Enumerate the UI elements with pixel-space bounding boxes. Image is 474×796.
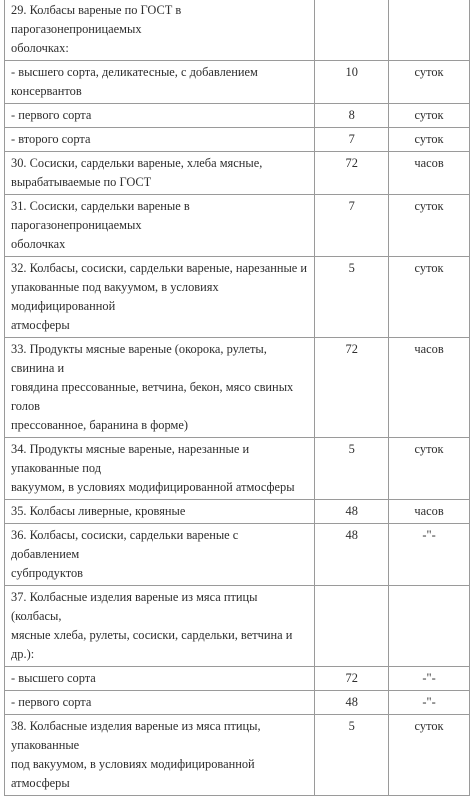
product-name-cell: - первого сорта	[5, 104, 315, 128]
product-name-cell: 37. Колбасные изделия вареные из мяса птицы (колбасы, мясные хлеба, рулеты, сосиски, сардельки, ветчина и др.):	[5, 586, 315, 667]
table-row	[5, 338, 470, 438]
term-unit-cell: суток	[389, 438, 470, 500]
table-row	[5, 691, 470, 715]
product-name-cell: - первого сорта	[5, 691, 315, 715]
term-value-cell: 72	[315, 667, 389, 691]
table-row	[5, 715, 470, 796]
term-value-cell: 48	[315, 500, 389, 524]
term-value-cell	[315, 0, 389, 61]
table-row	[5, 0, 470, 61]
product-name-cell: - второго сорта	[5, 128, 315, 152]
term-unit-cell: суток	[389, 257, 470, 338]
term-unit-cell: -"-	[389, 524, 470, 586]
table-row	[5, 667, 470, 691]
product-name-cell: 33. Продукты мясные вареные (окорока, рулеты, свинина и говядина прессованные, ветчина, бекон, мясо свиных голов прессованное, баранина в форме)	[5, 338, 315, 438]
product-name-cell: 36. Колбасы, сосиски, сардельки вареные с добавлением субпродуктов	[5, 524, 315, 586]
term-unit-cell: суток	[389, 715, 470, 796]
term-unit-cell: суток	[389, 104, 470, 128]
term-unit-cell: суток	[389, 195, 470, 257]
table-row	[5, 128, 470, 152]
product-name-cell: 31. Сосиски, сардельки вареные в парогазонепроницаемых оболочках	[5, 195, 315, 257]
table-row	[5, 152, 470, 195]
product-name-cell: 29. Колбасы вареные по ГОСТ в парогазонепроницаемых оболочках:	[5, 0, 315, 61]
table-body	[5, 0, 470, 796]
term-value-cell: 5	[315, 438, 389, 500]
term-value-cell: 7	[315, 128, 389, 152]
term-value-cell: 5	[315, 715, 389, 796]
product-name-cell: - высшего сорта, деликатесные, с добавлением консервантов	[5, 61, 315, 104]
product-name-cell: - высшего сорта	[5, 667, 315, 691]
term-value-cell: 72	[315, 338, 389, 438]
term-unit-cell	[389, 0, 470, 61]
table-row	[5, 257, 470, 338]
term-value-cell	[315, 586, 389, 667]
product-name-cell: 35. Колбасы ливерные, кровяные	[5, 500, 315, 524]
table-row	[5, 195, 470, 257]
term-unit-cell: суток	[389, 128, 470, 152]
table-row	[5, 61, 470, 104]
term-value-cell: 7	[315, 195, 389, 257]
term-unit-cell: -"-	[389, 667, 470, 691]
term-value-cell: 48	[315, 691, 389, 715]
term-value-cell: 48	[315, 524, 389, 586]
term-unit-cell: часов	[389, 152, 470, 195]
table-row	[5, 438, 470, 500]
product-name-cell: 30. Сосиски, сардельки вареные, хлеба мясные, вырабатываемые по ГОСТ	[5, 152, 315, 195]
term-value-cell: 5	[315, 257, 389, 338]
product-name-cell: 34. Продукты мясные вареные, нарезанные и упакованные под вакуумом, в условиях модифицированной атмосферы	[5, 438, 315, 500]
storage-terms-table	[4, 0, 470, 796]
storage-terms-document	[4, 0, 470, 796]
term-unit-cell: суток	[389, 61, 470, 104]
term-unit-cell: часов	[389, 338, 470, 438]
table-row	[5, 104, 470, 128]
term-value-cell: 10	[315, 61, 389, 104]
term-value-cell: 72	[315, 152, 389, 195]
term-unit-cell	[389, 586, 470, 667]
term-unit-cell: часов	[389, 500, 470, 524]
term-unit-cell: -"-	[389, 691, 470, 715]
term-value-cell: 8	[315, 104, 389, 128]
table-row	[5, 586, 470, 667]
product-name-cell: 38. Колбасные изделия вареные из мяса птицы, упакованные под вакуумом, в условиях модифицированной атмосферы	[5, 715, 315, 796]
product-name-cell: 32. Колбасы, сосиски, сардельки вареные, нарезанные и упакованные под вакуумом, в условиях модифицированной атмосферы	[5, 257, 315, 338]
table-row	[5, 524, 470, 586]
table-row	[5, 500, 470, 524]
